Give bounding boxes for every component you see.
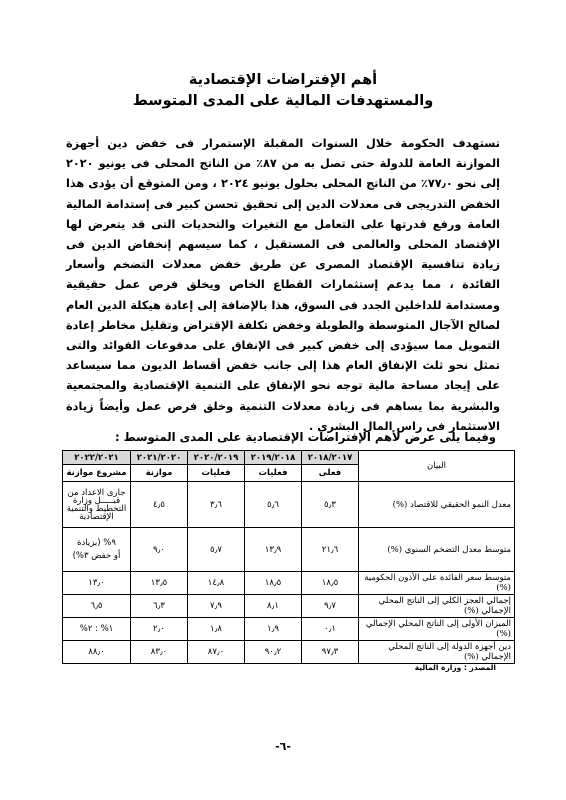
type-header: فعليات xyxy=(188,465,245,482)
cell-value: ٩٫٧ xyxy=(302,595,359,618)
cell-value: ٨٫١ xyxy=(245,595,302,618)
note-line-1: ٩% (بزيادة xyxy=(77,537,116,548)
title-line-1: أهم الإفتراضات الإقتصادية xyxy=(188,72,378,88)
cell-value: ٢٫٠ xyxy=(131,618,188,641)
cell-value: ٨٣٫٠ xyxy=(131,641,188,664)
cell-note xyxy=(63,528,131,572)
row-label: متوسط سعر الفائدة على الأذون الحكومية (%) xyxy=(359,572,515,595)
cell-value: ١٤٫٨ xyxy=(188,572,245,595)
type-header: فعلى xyxy=(302,465,359,482)
table-row xyxy=(63,482,515,528)
row-label: الميزان الأولى إلى الناتج المحلي الإجمالي (%) xyxy=(359,618,515,641)
table-row xyxy=(63,618,515,641)
page-number: -٦- xyxy=(275,740,291,753)
type-header: مشروع موازنة xyxy=(63,465,131,482)
type-header: موازنة xyxy=(131,465,188,482)
cell-value: ٥٫٦ xyxy=(245,482,302,528)
table-row xyxy=(63,528,515,572)
cell-value: ١٨٫٥ xyxy=(302,572,359,595)
assumptions-table xyxy=(62,450,515,664)
year-header: ٢٠١٨/٢٠١٧ xyxy=(302,451,359,465)
cell-value: ١٫٨ xyxy=(188,618,245,641)
body-paragraph xyxy=(66,134,500,437)
year-header: ٢٠٢٠/٢٠١٩ xyxy=(188,451,245,465)
page-title xyxy=(0,70,566,112)
paragraph-text: تستهدف الحكومة خلال السنوات المقبلة الإستمرار فى خفض دين أجهزة الموازنة العامة للدولة حتى تصل به من ٨٧٪ من الناتج المحلى فى يونيو ٢٠٢٠ إلى نحو ٧٧٫٠٪ من الناتج المحلى بحلول يونيو ٢٠٢٤ ، ومن المتوقع أن يؤدى هذا الخفض التدريجى فى معدلات الدين إلى تحقيق تحسن كبير فى إستدامة المالية العامة ورفع قدرتها على التعامل مع التغيرات والتحديات التى قد يتعرض لها الإقتصاد المحلى والعالمى فى المستقبل ، كما سيسهم إنخفاض الدين فى زيادة تنافسية الإقتصاد المصرى عن طريق خفض معدلات التضخم وأسعار الفائدة ، مما يدعم إستثمارات القطاع الخاص ويخلق فرص عمل حقيقية ومستدامة للداخلين الجدد فى السوق، هذا بالإضافة إلى إعادة هيكلة الدين العام لصالح الآجال المتوسطة والطويلة وخفض تكلفة الإقتراض وتقليل مخاطر إعادة التمويل مما سيؤدى إلى خفض كبير فى الإنفاق على مدفوعات الفوائد والتى تمثل نحو ثلث الإنفاق العام هذا إلى جانب خفض أقساط الديون مما سيساعد على إيجاد مساحة مالية توجه نحو الإنفاق على التنمية الإقتصادية والمجتمعية والبشرية بما يساهم فى زيادة معدلات التنمية وخلق فرص عمل وأيضاً زيادة الاستثمار فى راس المال البشرى . xyxy=(66,137,501,433)
cell-note: جارى الاعداد من قبـــــل وزارة التخطيط والتنمية الإقتصادية xyxy=(63,482,131,528)
year-header: ٢٠١٩/٢٠١٨ xyxy=(245,451,302,465)
cell-value: ٩٫٠ xyxy=(131,528,188,572)
year-header: ٢٠٢٢/٢٠٢١ xyxy=(63,451,131,465)
table-row xyxy=(63,595,515,618)
cell-value: ٤٫٥ xyxy=(131,482,188,528)
cell-value: ١٫٩ xyxy=(245,618,302,641)
note-line-2: أو خفض ٣%) xyxy=(72,550,121,561)
cell-value: ٠٫١ xyxy=(302,618,359,641)
type-header: فعليات xyxy=(245,465,302,482)
cell-value: ١٨٫٥ xyxy=(245,572,302,595)
row-label: إجمالي العجز الكلي إلى الناتج المحلي الإجمالي (%) xyxy=(359,595,515,618)
label-header: البيان xyxy=(359,451,515,482)
row-label: معدل النمو الحقيقي للاقتصاد (%) xyxy=(359,482,515,528)
table-header-row xyxy=(63,451,515,465)
row-label: دين أجهزة الدولة إلى الناتج المحلي الإجمالي (%) xyxy=(359,641,515,664)
cell-value: ٩٠٫٢ xyxy=(245,641,302,664)
cell-value: ١٣٫٩ xyxy=(245,528,302,572)
cell-value: ١٣٫٠ xyxy=(63,572,131,595)
cell-value: ٢١٫٦ xyxy=(302,528,359,572)
source-note: المصدر : وزارة المالية xyxy=(414,663,496,672)
cell-value: ٥٫٧ xyxy=(188,528,245,572)
cell-value: ٦٫٣ xyxy=(131,595,188,618)
cell-value: ١٣٫٥ xyxy=(131,572,188,595)
table-intro: وفيما يلى عرض لأهم الإفتراضات الإقتصادية على المدى المتوسط : xyxy=(114,430,496,444)
table-row xyxy=(63,572,515,595)
cell-value: ٥٫٣ xyxy=(302,482,359,528)
cell-value: ٨٧٫٠ xyxy=(188,641,245,664)
year-header: ٢٠٢١/٢٠٢٠ xyxy=(131,451,188,465)
table-row xyxy=(63,641,515,664)
title-line-2: والمستهدفات المالية على المدى المتوسط xyxy=(132,93,434,109)
cell-value: ٨٨٫٠ xyxy=(63,641,131,664)
cell-value: ٧٫٩ xyxy=(188,595,245,618)
row-label: متوسط معدل التضخم السنوي (%) xyxy=(359,528,515,572)
cell-value: ٦٫٥ xyxy=(63,595,131,618)
cell-value: ١% : ٢% xyxy=(63,618,131,641)
cell-value: ٩٧٫٣ xyxy=(302,641,359,664)
cell-value: ٣٫٦ xyxy=(188,482,245,528)
